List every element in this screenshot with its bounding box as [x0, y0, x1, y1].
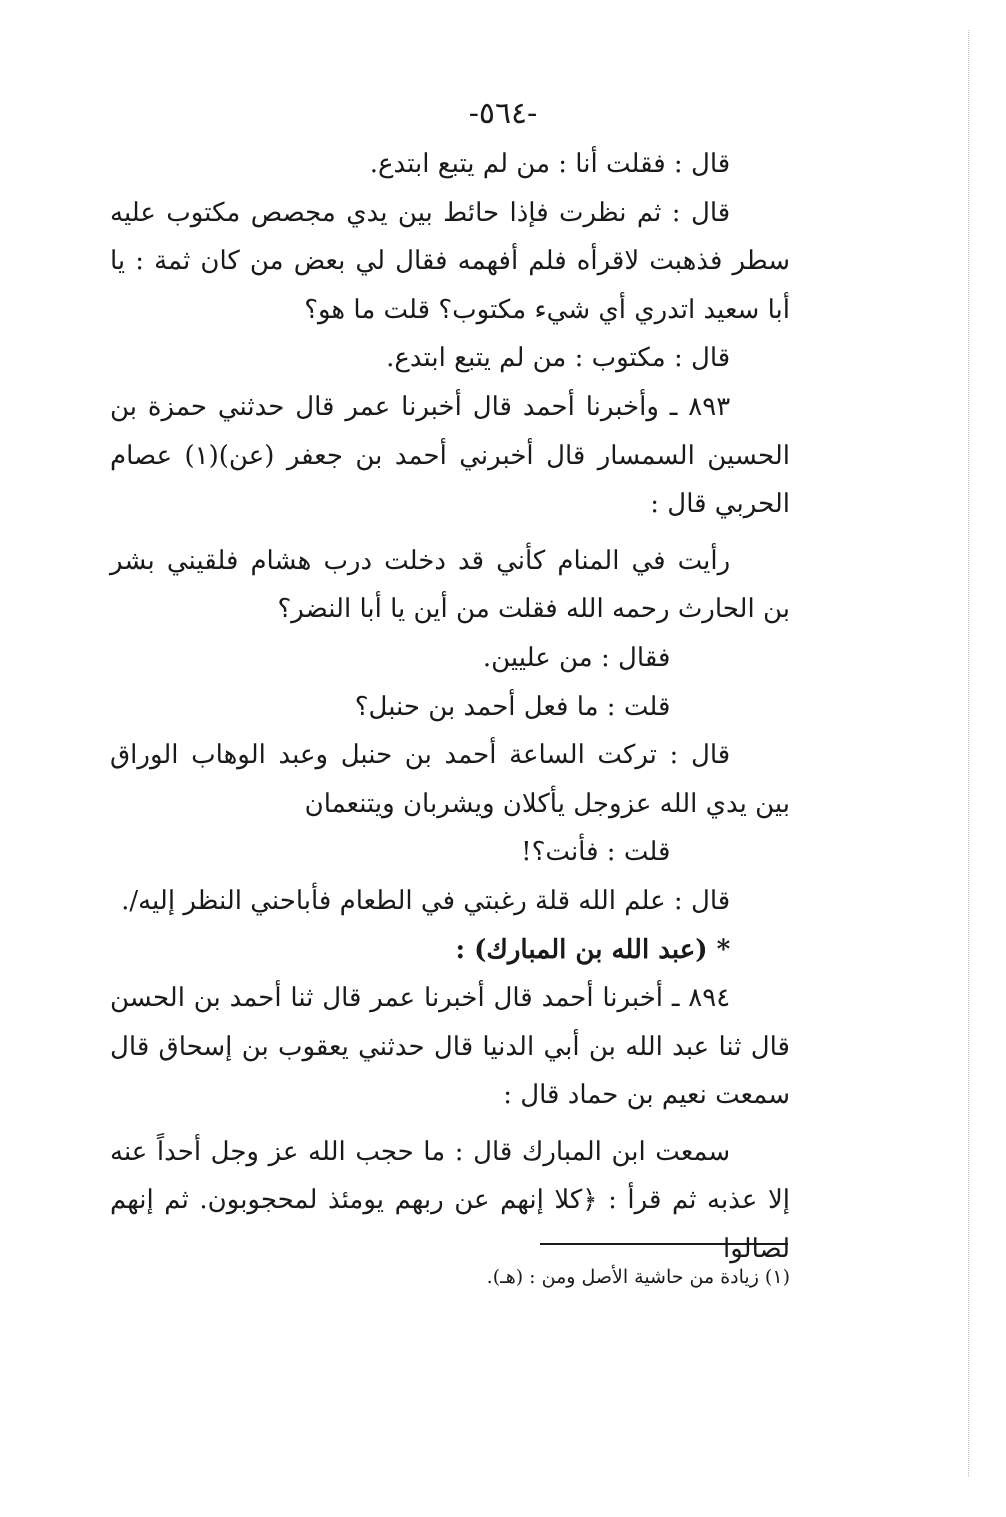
- paragraph-10: قال : علم الله قلة رغبتي في الطعام فأباحني النظر إليه/.: [121, 885, 731, 916]
- hadith-893: ٨٩٣ ـ وأخبرنا أحمد قال أخبرنا عمر قال حدثني حمزة بن الحسين السمسار قال أخبرني أحمد بن جعفر (عن)(١) عصام الحربي قال :: [110, 391, 790, 520]
- paragraph-1: قال : فقلت أنا : من لم يتبع ابتدع.: [369, 149, 731, 179]
- scan-edge-line: [968, 30, 969, 1477]
- paragraph-5: رأيت في المنام كأني قد دخلت درب هشام فلقيني بشر بن الحارث رحمه الله فقلت من أين يا أبا النضر؟: [110, 545, 790, 625]
- page-number: -٥٦٤-: [468, 96, 538, 131]
- main-text: [110, 140, 790, 1274]
- paragraph-9: قلت : فأنت؟!: [521, 837, 671, 868]
- paragraph-2: قال : ثم نظرت فإذا حائط بين يدي مجصص مكتوب عليه سطر فذهبت لاقرأه فلم أفهمه فقال لي بعض من كان ثمة : يا أبا سعيد اتدري أي شيء مكتوب؟ قلت ما هو؟: [110, 197, 790, 325]
- hadith-894: ٨٩٤ ـ أخبرنا أحمد قال أخبرنا عمر قال ثنا أحمد بن الحسن قال ثنا عبد الله بن أبي الدنيا قال حدثني يعقوب بن إسحاق قال سمعت نعيم بن حماد قال :: [110, 983, 790, 1111]
- paragraph-8: قال : تركت الساعة أحمد بن حنبل وعبد الوهاب الوراق بين يدي الله عزوجل يأكلان ويشربان ويتنعمان: [110, 740, 790, 819]
- paragraph-6: فقال : من عليين.: [482, 642, 671, 673]
- paragraph-3: قال : مكتوب : من لم يتبع ابتدع.: [386, 343, 731, 374]
- section-heading: * (عبد الله بن المبارك) :: [455, 934, 731, 965]
- paragraph-7: قلت : ما فعل أحمد بن حنبل؟: [354, 691, 671, 722]
- footnote: (١) زيادة من حاشية الأصل ومن : (هـ).: [486, 1266, 790, 1288]
- paragraph-13: سمعت ابن المبارك قال : ما حجب الله عز وجل أحداً عنه إلا عذبه ثم قرأ : ﴿كلا إنهم عن ربهم يومئذ لمحجوبون. ثم إنهم لصالوا: [110, 1136, 790, 1265]
- footnote-divider: [540, 1243, 788, 1245]
